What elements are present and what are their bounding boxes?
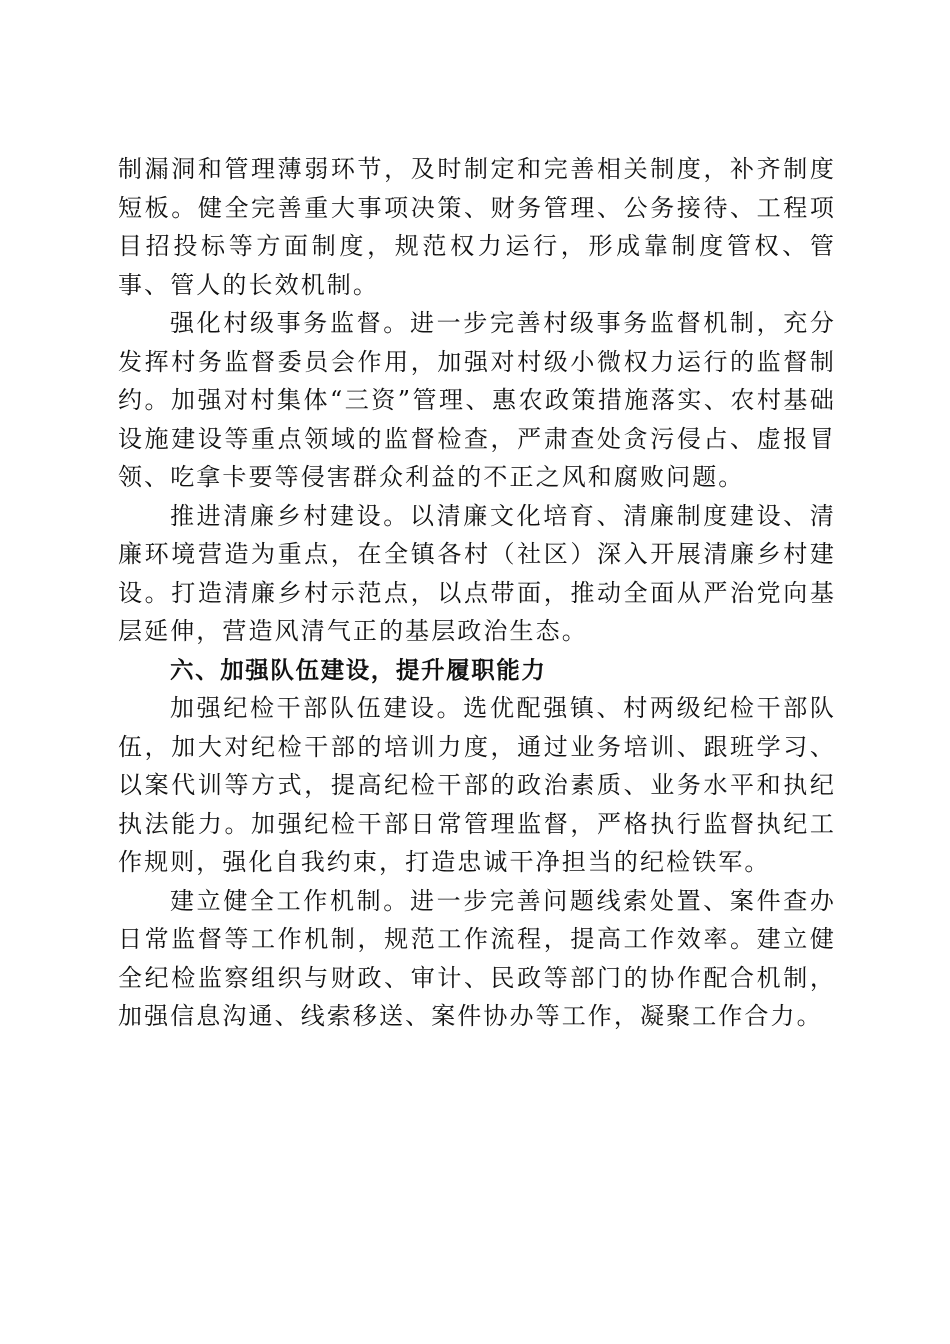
paragraph-village-supervision: 强化村级事务监督。进一步完善村级事务监督机制，充分发挥村务监督委员会作用，加强对村级小微权力运行的监督制约。加强对村集体“三资”管理、惠农政策措施落实、农村基础设施建设等重点领域的监督检查，严肃查处贪污侵占、虚报冒领、吃拿卡要等侵害群众利益的不正之风和腐败问题。	[118, 309, 836, 491]
paragraph-clean-village: 推进清廉乡村建设。以清廉文化培育、清廉制度建设、清廉环境营造为重点，在全镇各村（社区）深入开展清廉乡村建设。打造清廉乡村示范点，以点带面，推动全面从严治党向基层延伸，营造风清气正的基层政治生态。	[118, 501, 836, 645]
document-body	[118, 150, 836, 1036]
section-heading: 六、加强队伍建设，提升履职能力	[170, 655, 547, 684]
paragraph-work-mechanism: 建立健全工作机制。进一步完善问题线索处置、案件查办日常监督等工作机制，规范工作流程，提高工作效率。建立健全纪检监察组织与财政、审计、民政等部门的协作配合机制，加强信息沟通、线索移送、案件协办等工作，凝聚工作合力。	[118, 886, 836, 1030]
paragraph-team-building: 加强纪检干部队伍建设。选优配强镇、村两级纪检干部队伍，加大对纪检干部的培训力度，通过业务培训、跟班学习、以案代训等方式，提高纪检干部的政治素质、业务水平和执纪执法能力。加强纪检干部日常管理监督，严格执行监督执纪工作规则，强化自我约束，打造忠诚干净担当的纪检铁军。	[118, 694, 836, 876]
paragraph-institution-building: 制漏洞和管理薄弱环节，及时制定和完善相关制度，补齐制度短板。健全完善重大事项决策、财务管理、公务接待、工程项目招投标等方面制度，规范权力运行，形成靠制度管权、管事、管人的长效机制。	[118, 155, 836, 299]
